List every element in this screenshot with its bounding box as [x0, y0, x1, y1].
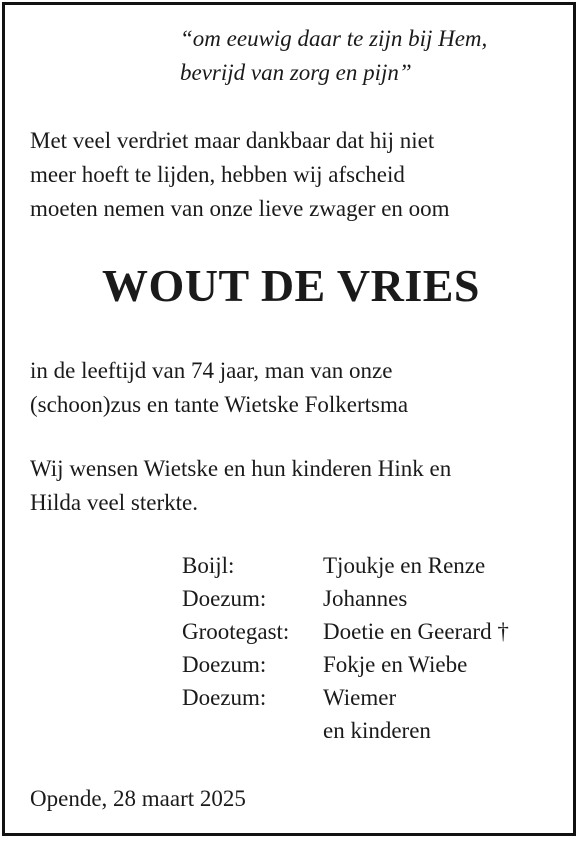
relative-names: Fokje en Wiebe [323, 652, 468, 677]
relative-names: en kinderen [323, 718, 431, 743]
wishes-paragraph [30, 452, 451, 520]
wishes-line-1: Wij wensen Wietske en hun kinderen Hink en [30, 456, 452, 481]
intro-line-2: meer hoeft te lijden, hebben wij afscheid [30, 162, 405, 187]
relative-names: Doetie en Geerard † [323, 619, 509, 644]
relative-place: Doezum: [182, 586, 267, 611]
place-and-date: Opende, 28 maart 2025 [30, 786, 246, 811]
relative-names: Tjoukje en Renze [323, 553, 486, 578]
relative-row [182, 681, 509, 714]
relative-row [182, 549, 509, 582]
quote [180, 22, 487, 90]
relative-row [182, 714, 509, 747]
relative-row [182, 582, 509, 615]
relative-place: Doezum: [182, 685, 267, 710]
relative-place: Boijl: [182, 553, 235, 578]
relatives-list [182, 549, 509, 747]
relative-names: Wiemer [323, 685, 397, 710]
wishes-line-2: Hilda veel sterkte. [30, 490, 198, 515]
relative-row [182, 648, 509, 681]
quote-line-1: “om eeuwig daar te zijn bij Hem, [180, 26, 488, 51]
relative-names: Johannes [323, 586, 408, 611]
intro-line-1: Met veel verdriet maar dankbaar dat hij niet [30, 128, 435, 153]
details-paragraph [30, 354, 408, 422]
relative-place: Doezum: [182, 652, 267, 677]
relative-place [182, 714, 323, 747]
quote-line-2: bevrijd van zorg en pijn” [180, 60, 412, 85]
details-line-2: (schoon)zus en tante Wietske Folkertsma [30, 392, 409, 417]
intro-line-3: moeten nemen van onze lieve zwager en oom [30, 196, 450, 221]
details-line-1: in de leeftijd van 74 jaar, man van onze [30, 358, 393, 383]
relative-place: Grootegast: [182, 619, 290, 644]
relative-row [182, 615, 509, 648]
intro-paragraph [30, 124, 450, 226]
deceased-name: WOUT DE VRIES [101, 260, 481, 311]
